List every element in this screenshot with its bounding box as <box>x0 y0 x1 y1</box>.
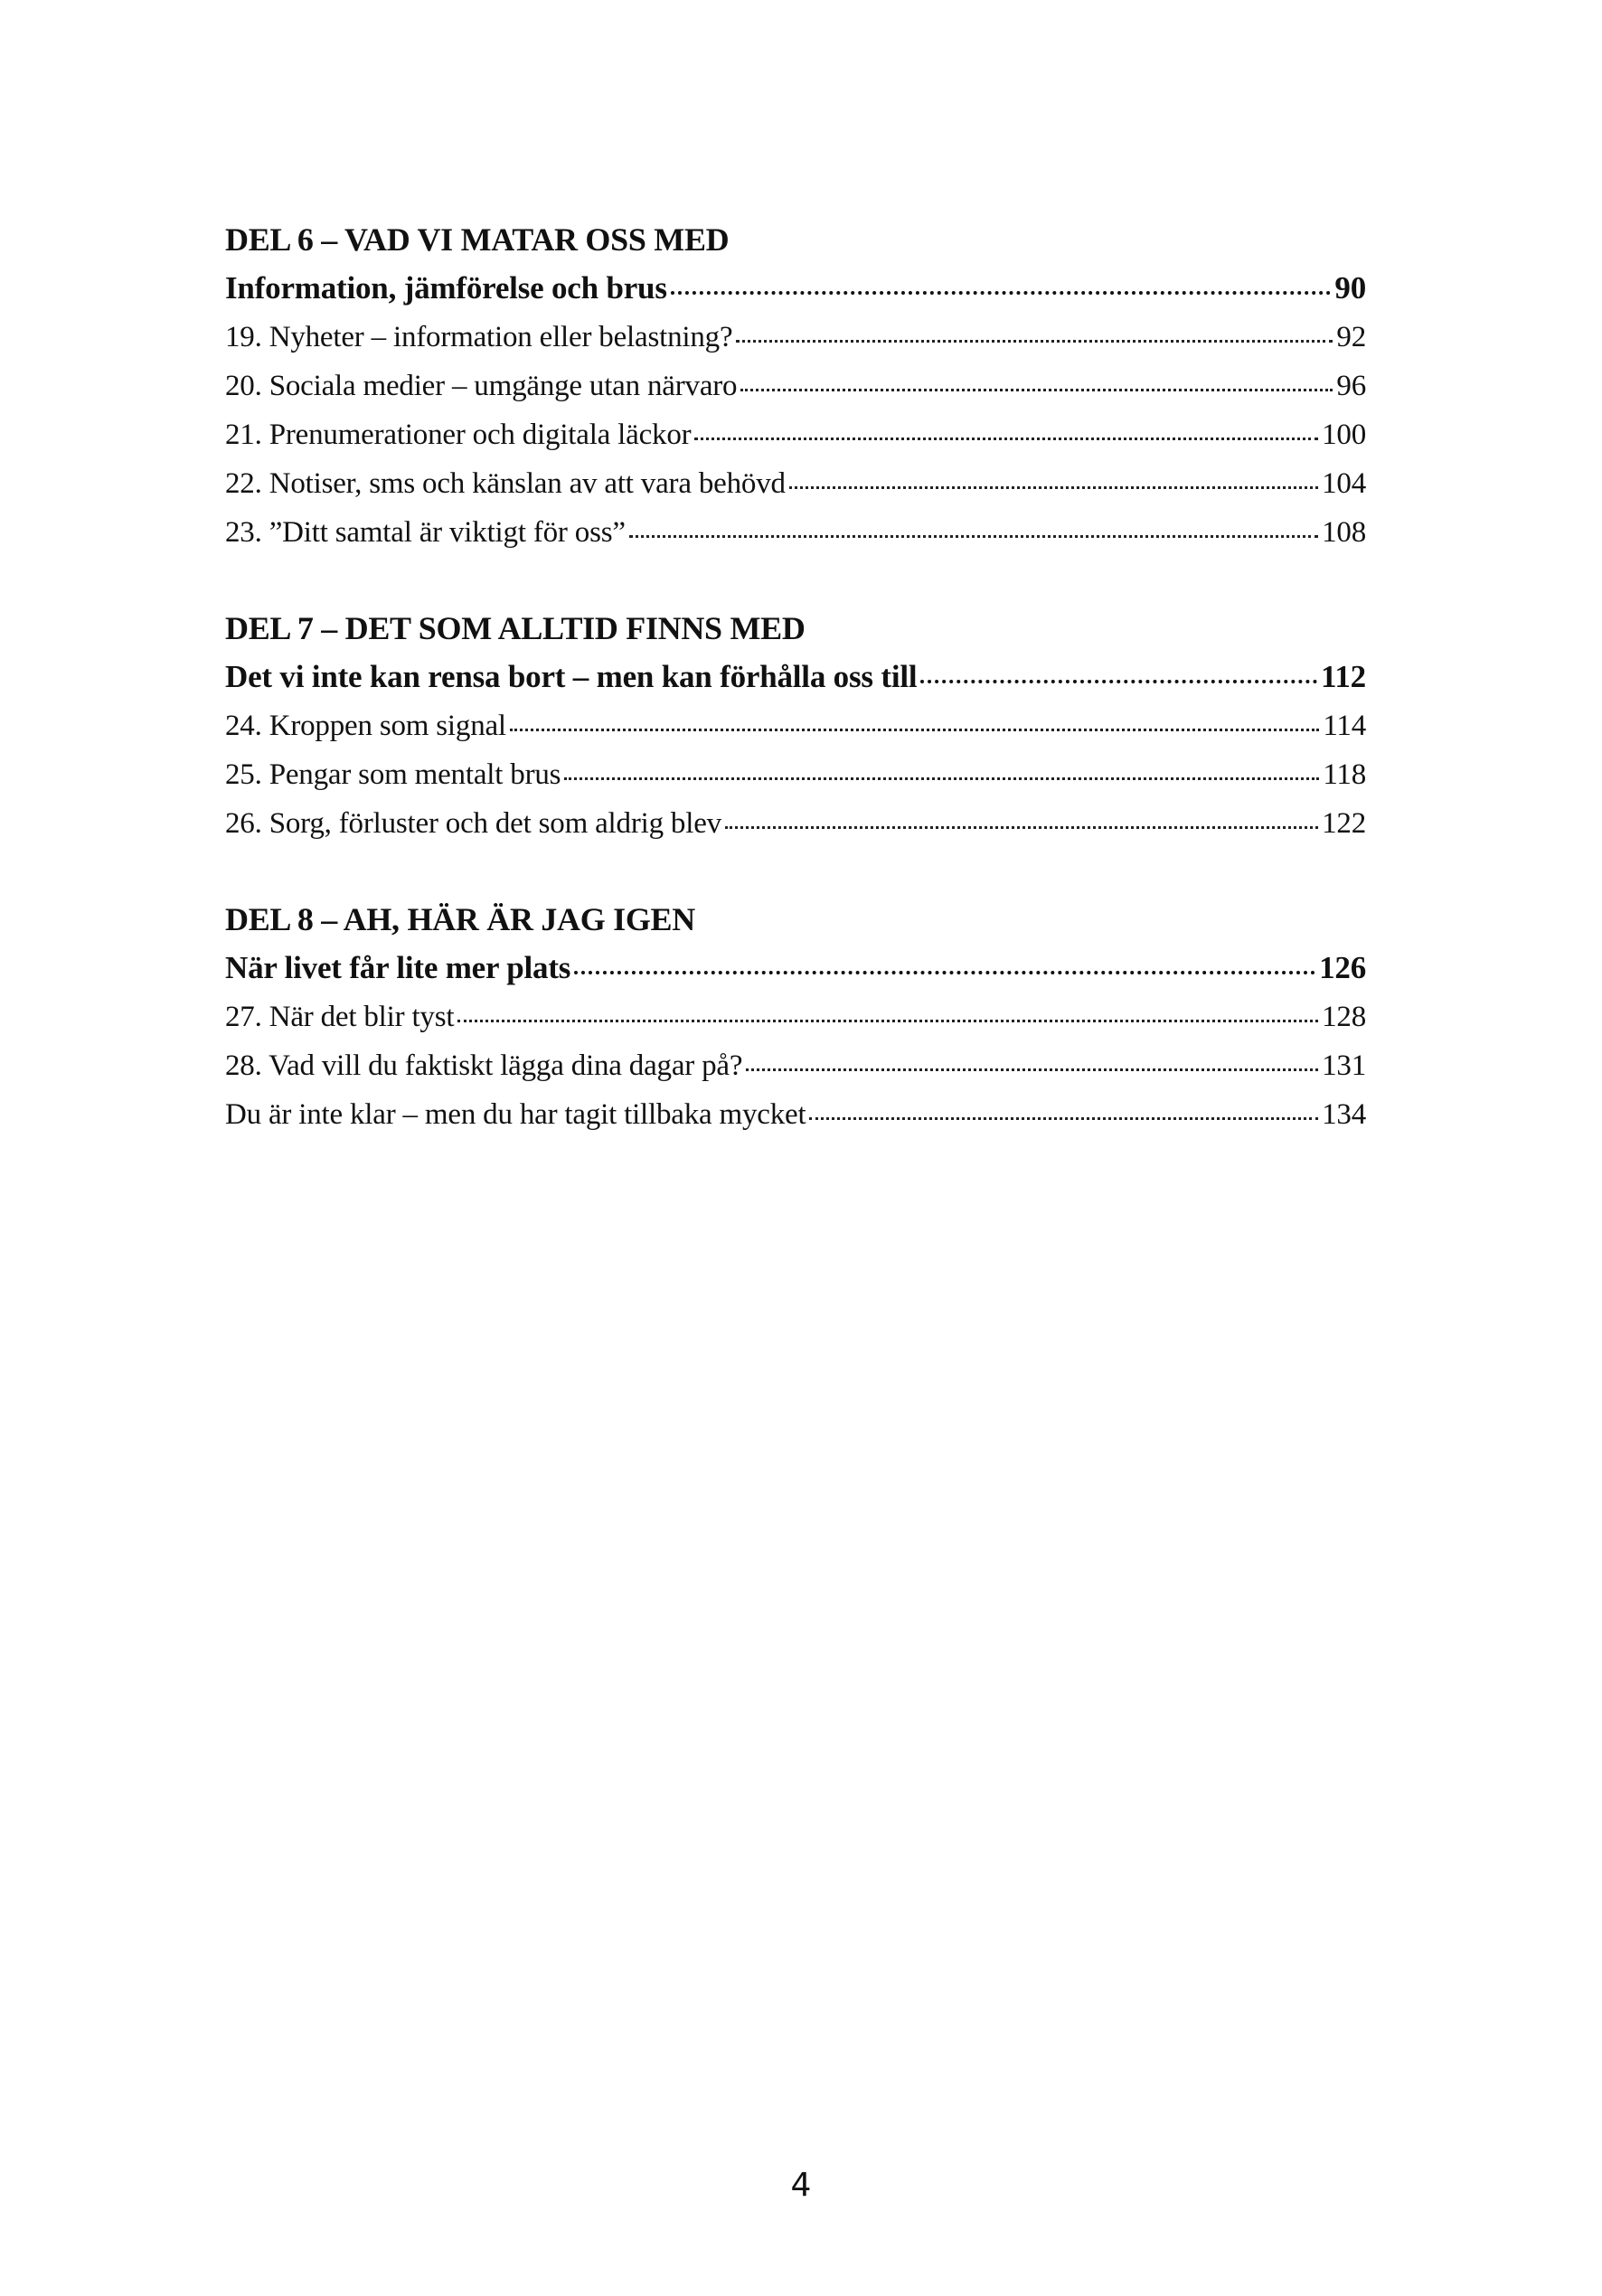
toc-entry[interactable] <box>225 410 1366 459</box>
entry-title: Du är inte klar – men du har tagit tillbaka mycket <box>225 1098 806 1131</box>
entry-title: 23. ”Ditt samtal är viktigt för oss” <box>225 516 626 549</box>
entry-page-number: 126 <box>1319 950 1366 985</box>
entry-page-number: 100 <box>1322 419 1366 451</box>
entry-title: 24. Kroppen som signal <box>225 710 506 742</box>
toc-entry[interactable] <box>225 750 1366 799</box>
toc-section-del-7 <box>225 604 1366 848</box>
toc-entry[interactable] <box>225 362 1366 410</box>
entry-page-number: 131 <box>1322 1049 1366 1082</box>
dot-leader <box>920 655 1317 687</box>
toc-section-del-6 <box>225 215 1366 557</box>
dot-leader <box>809 1094 1318 1124</box>
toc-main-entry[interactable] <box>225 944 1366 993</box>
dot-leader <box>736 316 1333 346</box>
toc-main-entry[interactable] <box>225 653 1366 701</box>
toc-entry[interactable] <box>225 313 1366 362</box>
dot-leader <box>629 512 1318 541</box>
dot-leader <box>789 463 1318 493</box>
dot-leader <box>746 1045 1318 1075</box>
entry-page-number: 104 <box>1322 467 1366 500</box>
entry-page-number: 114 <box>1323 710 1366 742</box>
toc-entry[interactable] <box>225 459 1366 508</box>
entry-page-number: 92 <box>1336 321 1366 353</box>
entry-page-number: 128 <box>1322 1001 1366 1033</box>
entry-title: 22. Notiser, sms och känslan av att vara behövd <box>225 467 786 500</box>
dot-leader <box>740 365 1333 395</box>
toc-entry[interactable] <box>225 993 1366 1041</box>
dot-leader <box>671 267 1332 298</box>
entry-page-number: 112 <box>1321 659 1366 694</box>
entry-page-number: 134 <box>1322 1098 1366 1131</box>
entry-page-number: 96 <box>1336 370 1366 402</box>
toc-entry[interactable] <box>225 1090 1366 1139</box>
entry-title: 19. Nyheter – information eller belastning? <box>225 321 733 353</box>
entry-title: 20. Sociala medier – umgänge utan närvaro <box>225 370 738 402</box>
entry-title: 27. När det blir tyst <box>225 1001 455 1033</box>
entry-page-number: 90 <box>1334 270 1366 306</box>
entry-page-number: 118 <box>1323 758 1366 791</box>
dot-leader <box>725 803 1318 833</box>
entry-page-number: 108 <box>1322 516 1366 549</box>
toc-section-del-8 <box>225 895 1366 1139</box>
toc-entry[interactable] <box>225 508 1366 557</box>
entry-title: När livet får lite mer plats <box>225 950 571 985</box>
dot-leader <box>457 996 1318 1026</box>
dot-leader <box>574 946 1315 978</box>
page-number: 4 <box>790 2167 812 2204</box>
dot-leader <box>510 705 1319 735</box>
entry-title: Det vi inte kan rensa bort – men kan förhålla oss till <box>225 659 918 694</box>
entry-page-number: 122 <box>1322 807 1366 840</box>
toc-entry[interactable] <box>225 799 1366 848</box>
entry-title: Information, jämförelse och brus <box>225 270 667 306</box>
part-heading: DEL 7 – DET SOM ALLTID FINNS MED <box>225 610 806 646</box>
part-heading: DEL 6 – VAD VI MATAR OSS MED <box>225 221 730 258</box>
entry-title: 28. Vad vill du faktiskt lägga dina dagar på? <box>225 1049 743 1082</box>
entry-title: 25. Pengar som mentalt brus <box>225 758 561 791</box>
toc-entry[interactable] <box>225 1041 1366 1090</box>
dot-leader <box>564 754 1319 784</box>
dot-leader <box>694 414 1318 444</box>
table-of-contents <box>225 215 1366 1186</box>
toc-main-entry[interactable] <box>225 264 1366 313</box>
entry-title: 26. Sorg, förluster och det som aldrig blev <box>225 807 721 840</box>
part-heading: DEL 8 – AH, HÄR ÄR JAG IGEN <box>225 901 695 937</box>
toc-entry[interactable] <box>225 701 1366 750</box>
entry-title: 21. Prenumerationer och digitala läckor <box>225 419 692 451</box>
